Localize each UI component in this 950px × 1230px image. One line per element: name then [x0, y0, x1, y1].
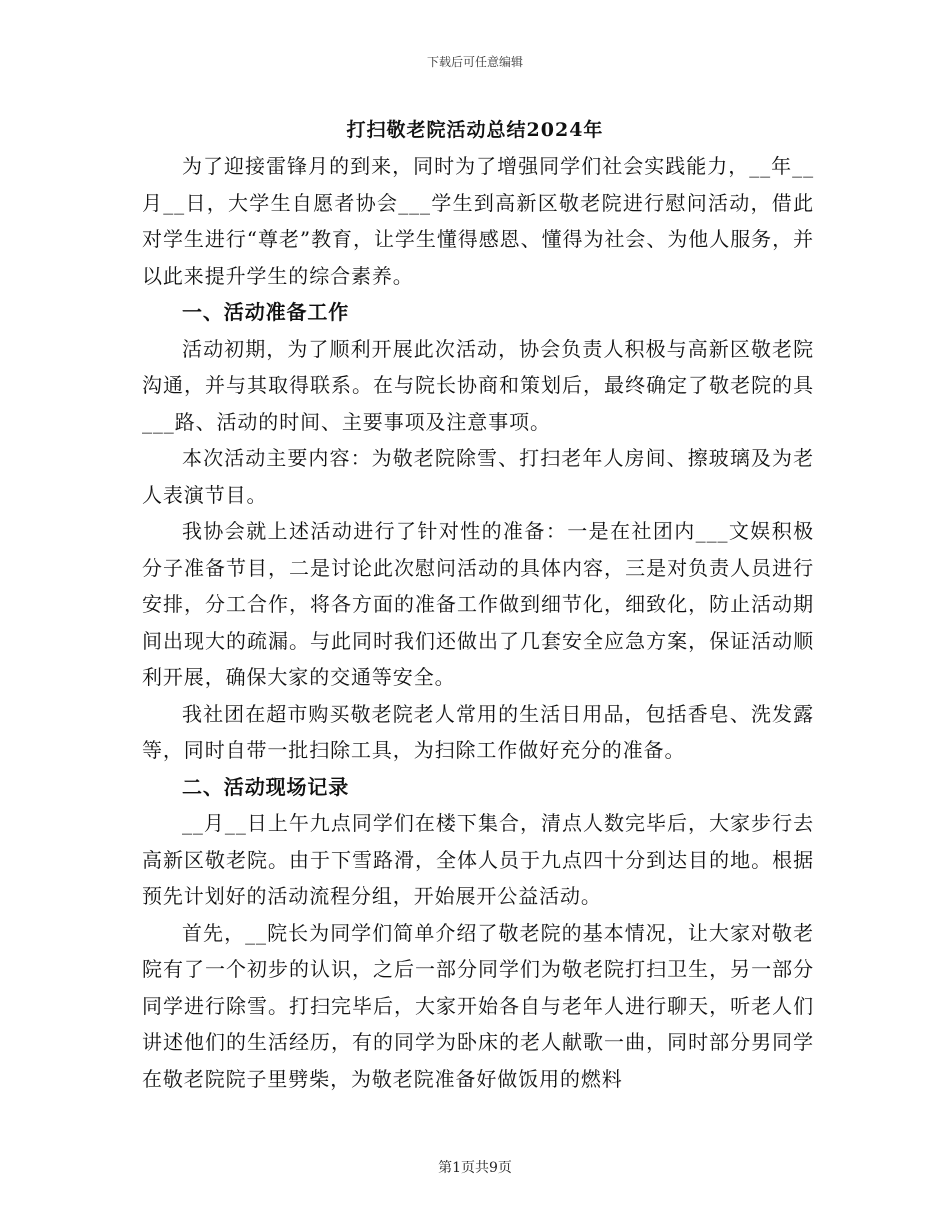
document-body: [142, 148, 814, 1097]
paragraph-preparation-contact: 活动初期，为了顺利开展此次活动，协会负责人积极与高新区敬老院沟通，并与其取得联系。在与院长协商和策划后，最终确定了敬老院的具___路、活动的时间、主要事项及注意事项。: [142, 336, 814, 434]
section-heading-onsite-record: 二、活动现场记录: [182, 774, 350, 799]
paragraph-supplies: 我社团在超市购买敬老院老人常用的生活日用品，包括香皂、洗发露等，同时自带一批扫除工具，为扫除工作做好充分的准备。: [142, 701, 814, 762]
paragraph-main-content: 本次活动主要内容：为敬老院除雪、打扫老年人房间、擦玻璃及为老人表演节目。: [142, 446, 814, 507]
document-title: 打扫敬老院活动总结2024年: [346, 119, 604, 141]
header-note: 下载后可任意编辑: [426, 55, 523, 69]
paragraph-activities: 首先，__院长为同学们简单介绍了敬老院的基本情况，让大家对敬老院有了一个初步的认识，之后一部分同学们为敬老院打扫卫生，另一部分同学进行除雪。打扫完毕后，大家开始各自与老年人进行聊天，听老人们讲述他们的生活经历，有的同学为卧床的老人献歌一曲，同时部分男同学在敬老院院子里劈柴，为敬老院准备好做饭用的燃料: [142, 920, 814, 1091]
paragraph-preparation-plan: 我协会就上述活动进行了针对性的准备：一是在社团内___文娱积极分子准备节目，二是讨论此次慰问活动的具体内容，三是对负责人员进行安排，分工合作，将各方面的准备工作做到细节化，细致化，防止活动期间出现大的疏漏。与此同时我们还做出了几套安全应急方案，保证活动顺利开展，确保大家的交通等安全。: [142, 519, 814, 689]
paragraph-intro: 为了迎接雷锋月的到来，同时为了增强同学们社会实践能力，__年__月__日，大学生自愿者协会___学生到高新区敬老院进行慰问活动，借此对学生进行“尊老”教育，让学生懂得感恩、懂得为社会、为他人服务，并以此来提升学生的综合素养。: [142, 154, 814, 288]
paragraph-gathering: __月__日上午九点同学们在楼下集合，清点人数完毕后，大家步行去高新区敬老院。由于下雪路滑，全体人员于九点四十分到达目的地。根据预先计划好的活动流程分组，开始展开公益活动。: [142, 811, 814, 908]
page-footer: 第1页共9页: [438, 1160, 512, 1176]
section-heading-preparation: 一、活动准备工作: [182, 300, 350, 324]
